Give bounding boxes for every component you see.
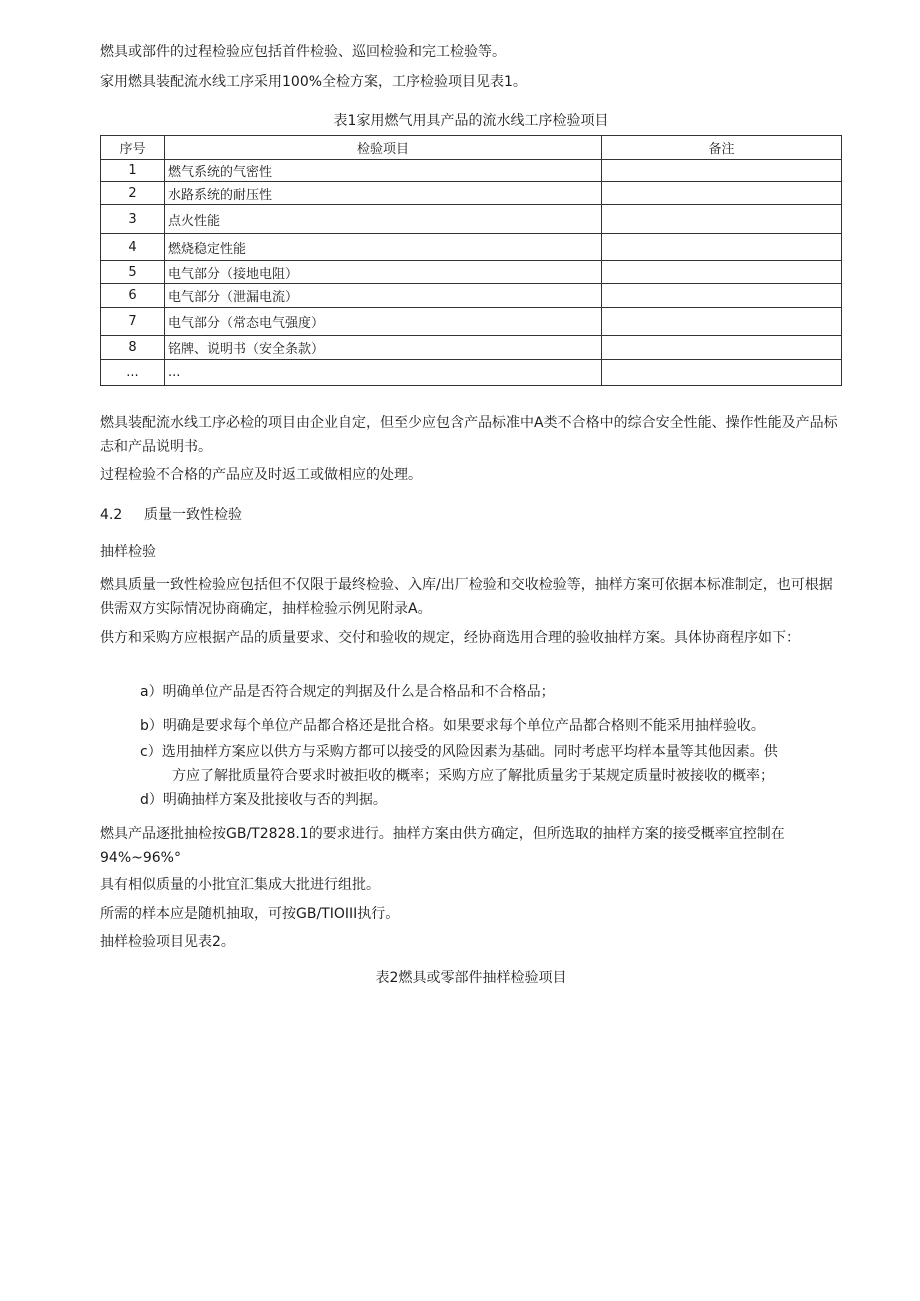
table-row [101,160,842,182]
cell-item: 水路系统的耐压性 [165,182,602,205]
cell-note [602,182,842,205]
cell-note [602,284,842,308]
cell-no: 4 [101,234,165,261]
header-item: 检验项目 [165,136,602,160]
cell-note [602,160,842,182]
cell-note [602,234,842,261]
cell-item: ... [165,360,602,386]
table2-caption: 表2燃具或零部件抽样检验项目 [375,970,567,986]
table-row [101,308,842,336]
list-item-c-wrap [140,764,845,788]
header-note: 备注 [602,136,842,160]
table-row [101,360,842,386]
cell-item: 燃气系统的气密性 [165,160,602,182]
list-item-c-line2: 方应了解批质量符合要求时被拒收的概率；采购方应了解批质量劣于某规定质量时被接收的概率； [172,768,774,784]
cell-item: 铭牌、说明书（安全条款） [165,336,602,360]
cell-item: 燃烧稳定性能 [165,234,602,261]
cell-no: 2 [101,182,165,205]
paragraph-rework: 过程检验不合格的产品应及时返工或做相应的处理。 [100,467,422,483]
header-no: 序号 [101,136,165,160]
cell-note [602,261,842,284]
paragraph-negotiation: 供方和采购方应根据产品的质量要求、交付和验收的规定，经协商选用合理的验收抽样方案。具体协商程序如下： [100,630,800,646]
table-row [101,234,842,261]
list-item-c-line1: c）选用抽样方案应以供方与采购方都可以接受的风险因素为基础。同时考虑平均样本量等其他因素。供 [140,744,778,760]
cell-item: 电气部分（常态电气强度） [165,308,602,336]
section-number: 4.2 [100,507,123,523]
section-heading [100,503,242,527]
cell-no: 5 [101,261,165,284]
paragraph-process-inspection: 燃具或部件的过程检验应包括首件检验、巡回检验和完工检验等。 [100,44,506,60]
cell-item: 电气部分（接地电阻） [165,261,602,284]
subheading-sampling: 抽样检验 [100,544,156,560]
table1-caption: 表1家用燃气用具产品的流水线工序检验项目 [333,113,609,129]
list-item-a: a）明确单位产品是否符合规定的判据及什么是合格品和不合格品； [140,684,555,700]
cell-note [602,308,842,336]
paragraph-table2-ref: 抽样检验项目见表2。 [100,934,235,950]
table-row [101,182,842,205]
cell-note [602,205,842,234]
paragraph-full-inspection: 家用燃具装配流水线工序采用100%全检方案，工序检验项目见表1。 [100,74,527,90]
paragraph-required-items: 燃具装配流水线工序必检的项目由企业自定，但至少应包含产品标准中A类不合格中的综合安全性能、操作性能及产品标志和产品说明书。 [100,415,838,455]
cell-no: ... [101,360,165,386]
paragraph-consistency-inspection: 燃具质量一致性检验应包括但不仅限于最终检验、入库/出厂检验和交收检验等，抽样方案可依据本标准制定，也可根据供需双方实际情况协商确定，抽样检验示例见附录A。 [100,577,833,617]
table-row [101,205,842,234]
list-item-b: b）明确是要求每个单位产品都合格还是批合格。如果要求每个单位产品都合格则不能采用抽样验收。 [140,718,765,734]
table-row [101,336,842,360]
table-header-row [101,136,842,160]
cell-no: 1 [101,160,165,182]
cell-item: 电气部分（泄漏电流） [165,284,602,308]
table-row [101,261,842,284]
cell-no: 7 [101,308,165,336]
cell-no: 6 [101,284,165,308]
section-title: 质量一致性检验 [144,507,242,523]
paragraph-batch-sampling: 燃具产品逐批抽检按GB/T2828.1的要求进行。抽样方案由供方确定，但所选取的抽样方案的接受概率宜控制在94%~96%° [100,826,785,866]
table-row [101,284,842,308]
cell-item: 点火性能 [165,205,602,234]
paragraph-batch-forming: 具有相似质量的小批宜汇集成大批进行组批。 [100,877,380,893]
cell-no: 8 [101,336,165,360]
paragraph-random-sampling: 所需的样本应是随机抽取，可按GB/TIOIII执行。 [100,906,400,922]
cell-no: 3 [101,205,165,234]
cell-note [602,336,842,360]
cell-note [602,360,842,386]
table1 [100,135,842,386]
list-item-d: d）明确抽样方案及批接收与否的判据。 [140,792,387,808]
